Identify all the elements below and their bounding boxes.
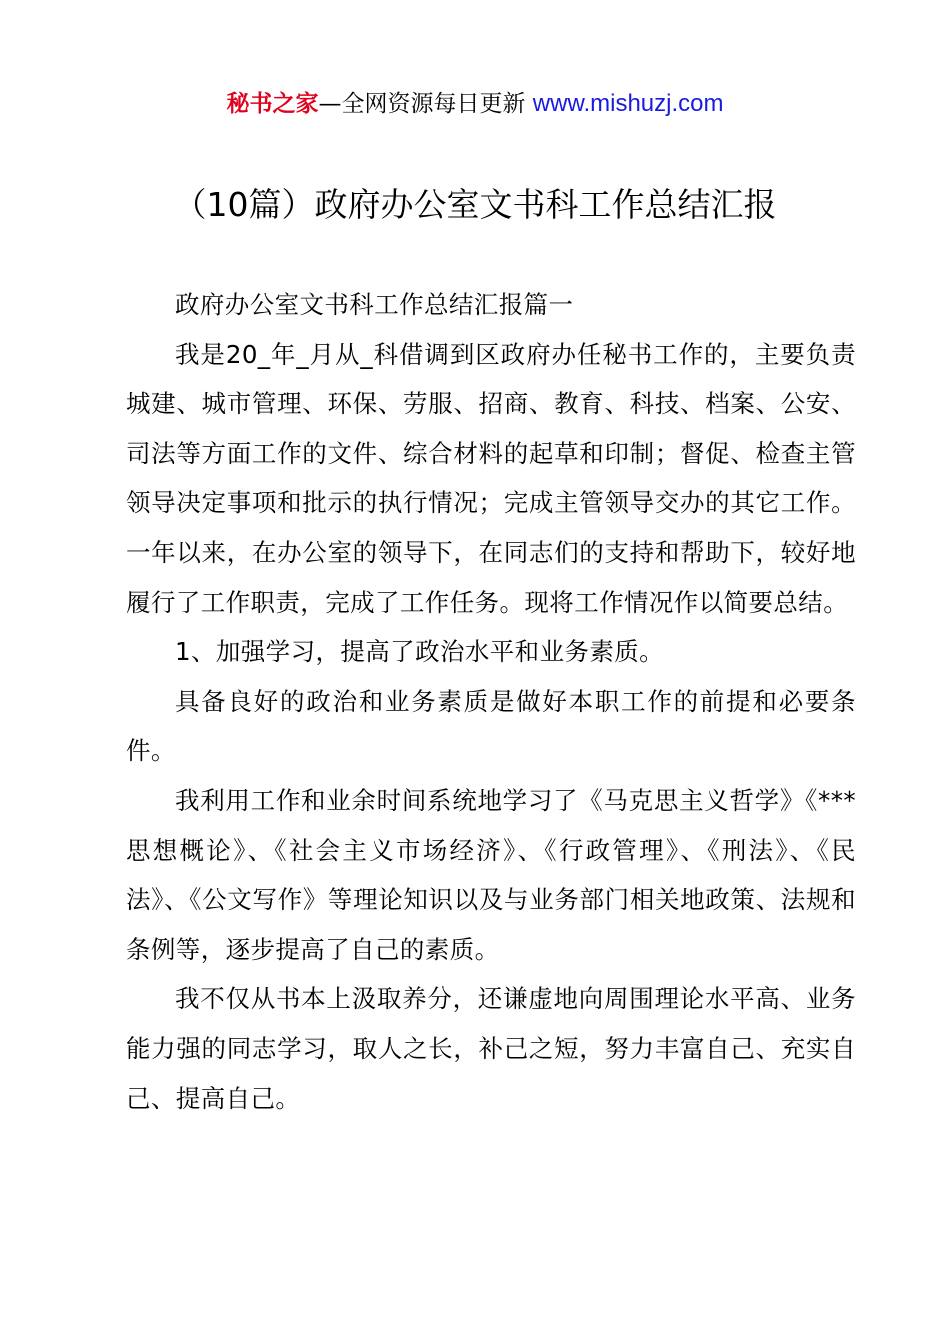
site-header: [0, 88, 950, 120]
document-body: [126, 280, 856, 1123]
paragraph: 我利用工作和业余时间系统地学习了《马克思主义哲学》《***思想概论》、《社会主义市场经济》、《行政管理》、《刑法》、《民法》、《公文写作》等理论知识以及与业务部门相关地政策、法规和条例等，逐步提高了自己的素质。: [126, 785, 856, 964]
paragraph: 我不仅从书本上汲取养分，还谦虚地向周围理论水平高、业务能力强的同志学习，取人之长，补己之短，努力丰富自己、充实自己、提高自己。: [126, 984, 856, 1113]
paragraph: 我是20_年_月从_科借调到区政府办任秘书工作的，主要负责城建、城市管理、环保、劳服、招商、教育、科技、档案、公安、司法等方面工作的文件、综合材料的起草和印制；督促、检查主管领导决定事项和批示的执行情况；完成主管领导交办的其它工作。一年以来，在办公室的领导下，在同志们的支持和帮助下，较好地履行了工作职责，完成了工作任务。现将工作情况作以简要总结。: [126, 339, 856, 617]
paragraph: 具备良好的政治和业务素质是做好本职工作的前提和必要条件。: [126, 686, 856, 766]
site-url-link[interactable]: www.mishuzj.com: [532, 90, 724, 117]
document-title: （10篇）政府办公室文书科工作总结汇报: [173, 185, 777, 224]
numbered-heading: 1、加强学习，提高了政治水平和业务素质。: [175, 637, 665, 667]
site-tagline: —全网资源每日更新: [318, 91, 526, 117]
section-heading: 政府办公室文书科工作总结汇报篇一: [175, 290, 574, 319]
site-brand: 秘书之家: [226, 91, 319, 117]
